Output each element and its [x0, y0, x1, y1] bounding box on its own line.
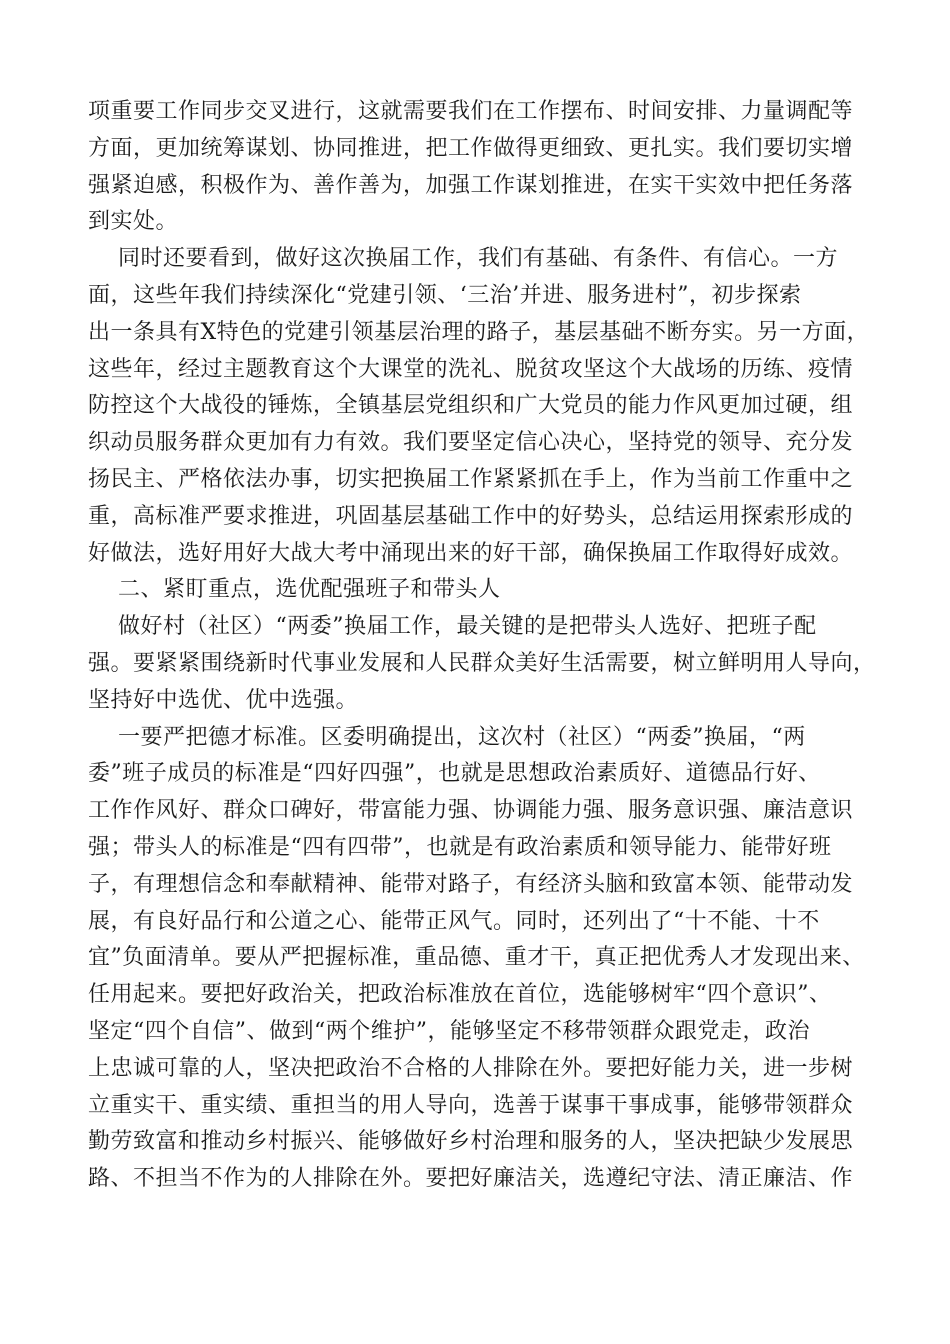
section-heading-two: 二、紧盯重点，选优配强班子和带头人 [88, 577, 501, 603]
paragraph-foundation: 同时还要看到，做好这次换届工作，我们有基础、有条件、有信心。一方 面，这些年我们持续深化“党建引领、‘三治’并进、服务进村”，初步探索 出一条具有X特色的党建引领基层治理的路子，基层基础不断夯实。另一方面， 这些年，经过主题教育这个大课堂的洗礼、脱贫攻坚这个大战场的历练、疫情 防控这个大战役的锤炼，全镇基层党组织和广大党员的能力作风更加过硬，组 织动员服务群众更加有力有效。我们要坚定信心决心，坚持党的领导、充分发 扬民主、严格依法办事，切实把换届工作紧紧抓在手上，作为当前工作重中之 重，高标准严要求推进，巩固基层基础工作中的好势头，总结运用探索形成的 好做法，选好用好大战大考中涌现出来的好干部，确保换届工作取得好成效。 [88, 246, 870, 566]
document-body [88, 94, 880, 1198]
paragraph-key-point: 做好村（社区）“两委”换届工作，最关键的是把带头人选好、把班子配 强。要紧紧围绕新时代事业发展和人民群众美好生活需要，树立鲜明用人导向， 坚持好中选优、优中选强。 [88, 614, 876, 713]
paragraph-intro-continuation: 项重要工作同步交叉进行，这就需要我们在工作摆布、时间安排、力量调配等 方面，更加统筹谋划、协同推进，把工作做得更细致、更扎实。我们要切实增 强紧迫感，积极作为、善作善为，加强工作谋划推进，在实干实效中把任务落 到实处。 [88, 99, 854, 235]
paragraph-standards: 一要严把德才标准。区委明确提出，这次村（社区）“两委”换届，“两 委”班子成员的标准是“四好四强”，也就是思想政治素质好、道德品行好、 工作作风好、群众口碑好，带富能力强、协调能力强、服务意识强、廉洁意识 强；带头人的标准是“四有四带”，也就是有政治素质和领导能力、能带好班 子，有理想信念和奉献精神、能带对路子，有经济头脑和致富本领、能带动发 展，有良好品行和公道之心、能带正风气。同时，还列出了“十不能、十不 宜”负面清单。要从严把握标准，重品德、重才干，真正把优秀人才发现出来、 任用起来。要把好政治关，把政治标准放在首位，选能够树牢“四个意识”、 坚定“四个自信”、做到“两个维护”，能够坚定不移带领群众跟党走，政治 上忠诚可靠的人，坚决把政治不合格的人排除在外。要把好能力关，进一步树 立重实干、重实绩、重担当的用人导向，选善于谋事干事成事，能够带领群众 勤劳致富和推动乡村振兴、能够做好乡村治理和服务的人，坚决把缺少发展思 路、不担当不作为的人排除在外。要把好廉洁关，选遵纪守法、清正廉洁、作 [88, 724, 865, 1192]
